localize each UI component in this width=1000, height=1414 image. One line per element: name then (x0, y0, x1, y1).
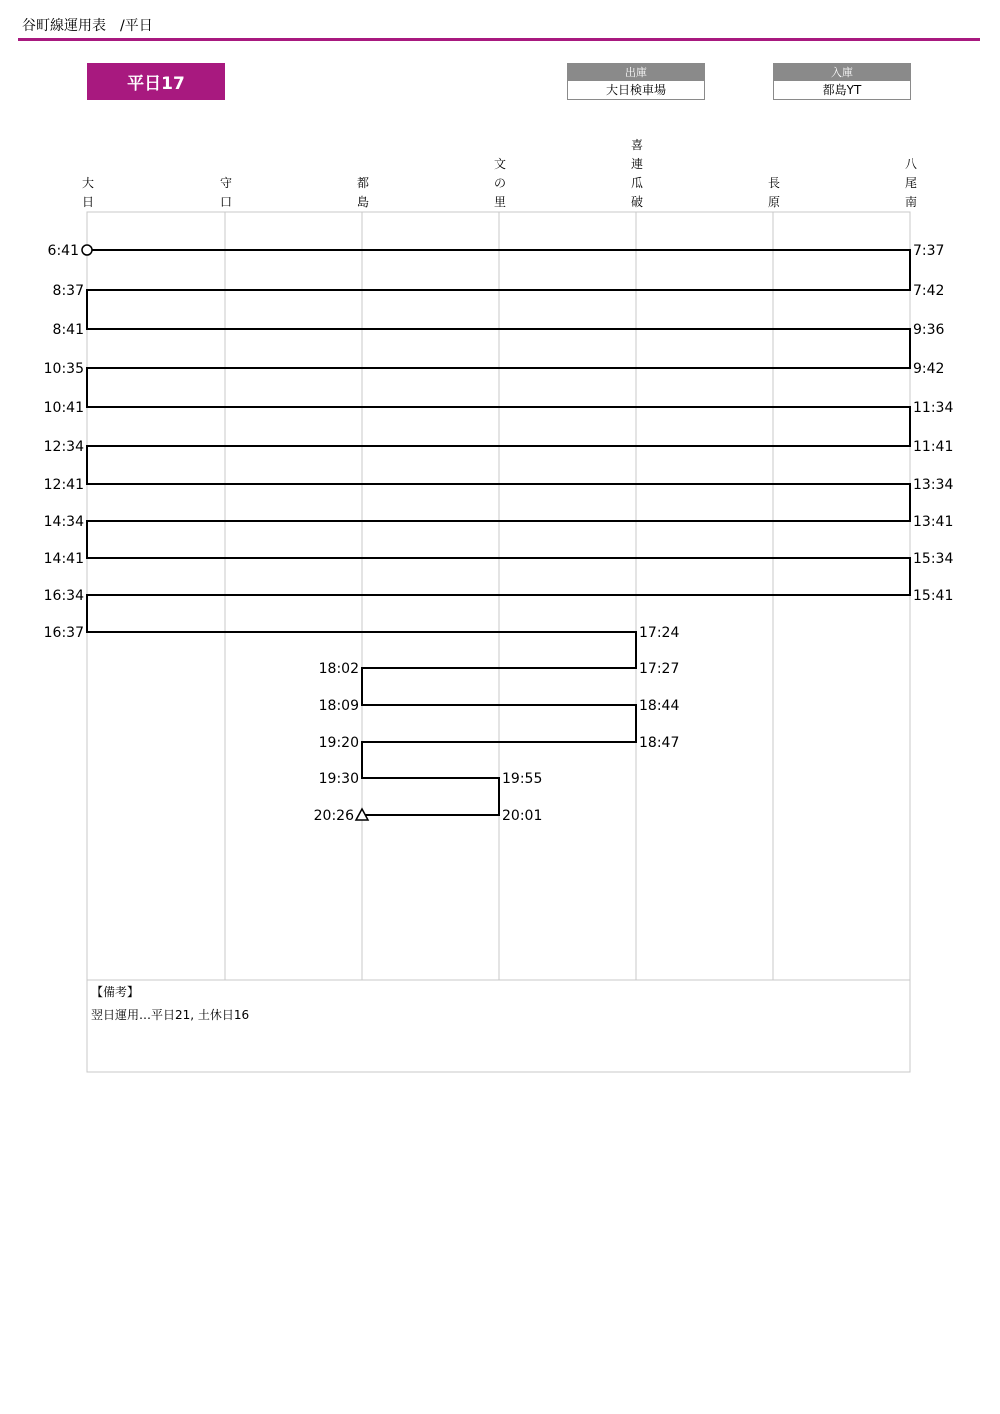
remarks-text: 翌日運用…平日21, 土休日16 (91, 1008, 250, 1022)
arrive-value: 都島YT (822, 83, 862, 97)
depart-label: 出庫 (568, 64, 704, 81)
run-badge: 平日17 (87, 63, 225, 100)
dep-time-label: 16:37 (43, 625, 84, 641)
dep-time-label: 17:27 (639, 661, 680, 677)
station-label-0: 日 (81, 195, 95, 209)
dep-time-label: 6:41 (47, 243, 79, 259)
arr-time-label: 19:20 (318, 735, 359, 751)
station-label-3: の (493, 176, 507, 190)
dep-time-label: 20:01 (502, 808, 543, 824)
arr-time-label: 18:02 (318, 661, 359, 677)
station-label-5: 長 (767, 176, 781, 190)
station-label-6: 尾 (904, 176, 918, 190)
arr-time-label: 14:34 (43, 514, 84, 530)
station-label-1: 守 (219, 176, 233, 190)
dep-time-label: 12:41 (43, 477, 84, 493)
station-label-4: 喜 (630, 138, 644, 152)
station-label-1: 口 (219, 195, 233, 209)
remarks-title: 【備考】 (91, 985, 140, 999)
dep-time-label: 19:30 (318, 771, 359, 787)
dep-time-label: 13:41 (913, 514, 954, 530)
arr-time-label: 19:55 (502, 771, 543, 787)
arrive-label: 入庫 (774, 64, 910, 81)
page-title: 谷町線運用表 /平日 (22, 18, 153, 34)
dep-time-label: 15:41 (913, 588, 954, 604)
arr-time-label: 17:24 (639, 625, 680, 641)
station-label-6: 八 (904, 157, 918, 171)
dep-time-label: 18:09 (318, 698, 359, 714)
station-label-0: 大 (81, 176, 95, 190)
dep-time-label: 18:47 (639, 735, 680, 751)
dep-time-label: 9:42 (913, 361, 945, 377)
arr-time-label: 8:37 (52, 283, 84, 299)
dep-time-label: 11:41 (913, 439, 954, 455)
station-label-4: 連 (630, 157, 644, 171)
dep-time-label: 14:41 (43, 551, 84, 567)
station-label-2: 都 (356, 176, 370, 190)
station-label-4: 瓜 (630, 176, 644, 190)
depart-value: 大日検車場 (605, 83, 666, 97)
station-label-2: 島 (356, 195, 370, 209)
station-label-3: 里 (493, 195, 507, 209)
arr-time-label: 20:26 (313, 808, 354, 824)
start-circle-icon (82, 245, 92, 255)
station-label-4: 破 (630, 195, 644, 209)
dep-time-label: 7:42 (913, 283, 945, 299)
arr-time-label: 18:44 (639, 698, 680, 714)
arr-time-label: 16:34 (43, 588, 84, 604)
arr-time-label: 7:37 (913, 243, 945, 259)
station-label-6: 南 (904, 195, 918, 209)
arr-time-label: 15:34 (913, 551, 954, 567)
arr-time-label: 10:35 (43, 361, 84, 377)
station-label-3: 文 (493, 157, 507, 171)
arr-time-label: 9:36 (913, 322, 945, 338)
arr-time-label: 11:34 (913, 400, 954, 416)
dep-time-label: 8:41 (52, 322, 84, 338)
arr-time-label: 12:34 (43, 439, 84, 455)
arr-time-label: 13:34 (913, 477, 954, 493)
dep-time-label: 10:41 (43, 400, 84, 416)
station-label-5: 原 (767, 195, 781, 209)
